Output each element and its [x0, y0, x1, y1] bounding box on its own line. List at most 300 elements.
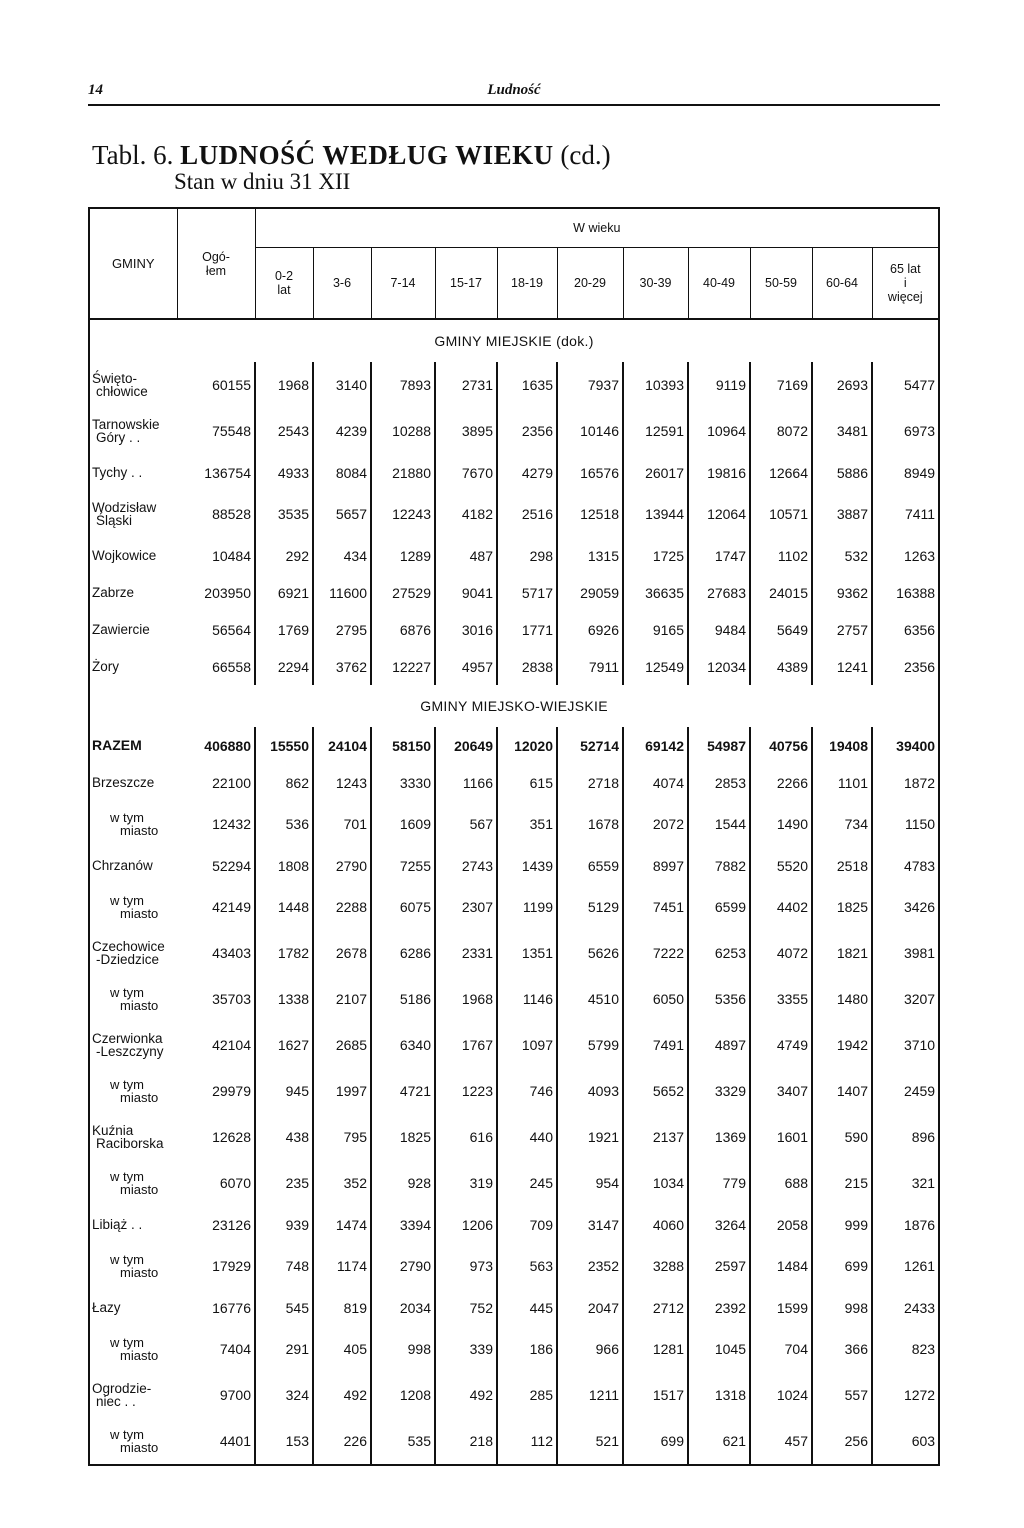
- value-age-group: 215: [812, 1160, 872, 1206]
- table-row: [89, 976, 939, 1022]
- gmina-name: [89, 611, 177, 648]
- gmina-name: [89, 537, 177, 574]
- section-heading-miejsko-wiejskie: GMINY MIEJSKO-WIEJSKIE: [89, 685, 939, 727]
- value-age-group: 709: [497, 1206, 557, 1243]
- value-age-group: 2331: [435, 930, 497, 976]
- value-age-group: 7451: [623, 884, 688, 930]
- value-age-group: 5186: [371, 976, 435, 1022]
- gmina-name: [89, 1326, 177, 1372]
- value-age-group: 1747: [688, 537, 750, 574]
- value-age-group: 5799: [557, 1022, 623, 1068]
- value-total: 66558: [177, 648, 255, 685]
- value-age-group: 1223: [435, 1068, 497, 1114]
- gmina-name-line2: miasto: [120, 1090, 159, 1105]
- value-age-group: 704: [750, 1326, 812, 1372]
- value-age-group: 2459: [872, 1068, 939, 1114]
- header-age-0-2: [255, 248, 313, 320]
- table-row: [89, 1372, 939, 1418]
- population-by-age-table: [88, 207, 940, 1466]
- value-age-group: 2288: [313, 884, 371, 930]
- header-age-18-19: 18-19: [497, 248, 557, 320]
- gmina-name: [89, 454, 177, 491]
- value-age-group: 1318: [688, 1372, 750, 1418]
- value-age-group: 536: [255, 801, 313, 847]
- value-age-group: 1351: [497, 930, 557, 976]
- value-age-group: 779: [688, 1160, 750, 1206]
- table-row: [89, 1206, 939, 1243]
- gmina-name-line1: Czerwionka: [92, 1031, 163, 1046]
- gmina-name-line1: w tym: [110, 1335, 144, 1350]
- gmina-name-line1: Czechowice: [92, 939, 165, 954]
- gmina-name-line2: Śląski: [96, 513, 133, 528]
- value-age-group: 4060: [623, 1206, 688, 1243]
- value-age-group: 2356: [872, 648, 939, 685]
- table-number: Tabl. 6.: [92, 140, 174, 170]
- value-age-group: 1439: [497, 847, 557, 884]
- header-age-60-64: 60-64: [812, 248, 872, 320]
- value-age-group: 699: [623, 1418, 688, 1465]
- value-age-group: 1150: [872, 801, 939, 847]
- value-age-group: 2266: [750, 764, 812, 801]
- section-heading-miejskie-suffix: (dok.): [556, 333, 594, 349]
- value-age-group: 1166: [435, 764, 497, 801]
- gmina-name: [89, 1068, 177, 1114]
- header-ogolem: [177, 208, 255, 319]
- gmina-name-line1: w tym: [110, 893, 144, 908]
- gmina-name-line2: miasto: [120, 1440, 159, 1455]
- value-age-group: 2352: [557, 1243, 623, 1289]
- value-age-group: 3710: [872, 1022, 939, 1068]
- value-age-group: 321: [872, 1160, 939, 1206]
- value-age-group: 616: [435, 1114, 497, 1160]
- value-age-group: 1968: [435, 976, 497, 1022]
- value-age-group: 4074: [623, 764, 688, 801]
- value-age-group: 5356: [688, 976, 750, 1022]
- value-age-group: 445: [497, 1289, 557, 1326]
- gmina-name-line2: miasto: [120, 823, 159, 838]
- value-age-group: 6921: [255, 574, 313, 611]
- value-age-group: 1206: [435, 1206, 497, 1243]
- section-heading-miejskie-label: GMINY MIEJSKIE: [434, 333, 552, 349]
- value-age-group: 2072: [623, 801, 688, 847]
- value-age-group: 1034: [623, 1160, 688, 1206]
- value-age-group: 928: [371, 1160, 435, 1206]
- value-age-group: 3147: [557, 1206, 623, 1243]
- value-age-group: 1199: [497, 884, 557, 930]
- table-row: [89, 454, 939, 491]
- value-age-group: 3895: [435, 408, 497, 454]
- value-age-group: 4510: [557, 976, 623, 1022]
- value-age-group: 2137: [623, 1114, 688, 1160]
- value-age-group: 6050: [623, 976, 688, 1022]
- value-age-group: 319: [435, 1160, 497, 1206]
- value-age-group: 1484: [750, 1243, 812, 1289]
- value-age-group: 7882: [688, 847, 750, 884]
- gmina-name-line1: w tym: [110, 1427, 144, 1442]
- value-age-group: 3355: [750, 976, 812, 1022]
- value-age-group: 3981: [872, 930, 939, 976]
- table-row: [89, 1326, 939, 1372]
- value-age-group: 27529: [371, 574, 435, 611]
- value-age-group: 8084: [313, 454, 371, 491]
- gmina-name-line1: Łazy: [92, 1300, 121, 1315]
- value-age-group: 3407: [750, 1068, 812, 1114]
- value-age-group: 1448: [255, 884, 313, 930]
- value-age-group: 12243: [371, 491, 435, 537]
- value-age-group: 285: [497, 1372, 557, 1418]
- value-age-group: 5649: [750, 611, 812, 648]
- value-age-group: 701: [313, 801, 371, 847]
- value-age-group: 7911: [557, 648, 623, 685]
- value-age-group: 1045: [688, 1326, 750, 1372]
- value-age-group: 9165: [623, 611, 688, 648]
- table-row: [89, 1418, 939, 1465]
- value-age-group: 2712: [623, 1289, 688, 1326]
- gmina-name-line2: miasto: [120, 998, 159, 1013]
- value-age-group: 2107: [313, 976, 371, 1022]
- value-age-group: 298: [497, 537, 557, 574]
- value-age-group: 7222: [623, 930, 688, 976]
- value-age-group: 52714: [557, 727, 623, 764]
- value-age-group: 13944: [623, 491, 688, 537]
- value-age-group: 545: [255, 1289, 313, 1326]
- value-age-group: 1725: [623, 537, 688, 574]
- header-age-0-2-line2: lat: [277, 283, 291, 297]
- table-row: [89, 847, 939, 884]
- value-total: 6070: [177, 1160, 255, 1206]
- gmina-name-line1: w tym: [110, 985, 144, 1000]
- value-age-group: 4897: [688, 1022, 750, 1068]
- gmina-name: [89, 648, 177, 685]
- value-age-group: 4402: [750, 884, 812, 930]
- gmina-name-line1: Tarnowskie: [92, 417, 160, 432]
- value-age-group: 1609: [371, 801, 435, 847]
- value-age-group: 1338: [255, 976, 313, 1022]
- value-age-group: 1876: [872, 1206, 939, 1243]
- value-age-group: 4072: [750, 930, 812, 976]
- value-age-group: 69142: [623, 727, 688, 764]
- value-age-group: 27683: [688, 574, 750, 611]
- table-row: [89, 1289, 939, 1326]
- value-age-group: 3762: [313, 648, 371, 685]
- gmina-name-line1: Tychy . .: [92, 465, 143, 480]
- value-age-group: 1261: [872, 1243, 939, 1289]
- table-title: [92, 140, 611, 195]
- value-age-group: 9484: [688, 611, 750, 648]
- table-row: [89, 408, 939, 454]
- value-age-group: 438: [255, 1114, 313, 1160]
- value-total: 42149: [177, 884, 255, 930]
- value-age-group: 998: [812, 1289, 872, 1326]
- value-age-group: 6599: [688, 884, 750, 930]
- value-age-group: 15550: [255, 727, 313, 764]
- value-total: 35703: [177, 976, 255, 1022]
- gmina-name: [89, 574, 177, 611]
- value-age-group: 1024: [750, 1372, 812, 1418]
- value-age-group: 862: [255, 764, 313, 801]
- value-age-group: 440: [497, 1114, 557, 1160]
- table-row: [89, 537, 939, 574]
- value-age-group: 2838: [497, 648, 557, 685]
- value-total: 22100: [177, 764, 255, 801]
- value-age-group: 12549: [623, 648, 688, 685]
- value-age-group: 11600: [313, 574, 371, 611]
- gmina-name-line1: Żory: [92, 659, 119, 674]
- value-age-group: 291: [255, 1326, 313, 1372]
- value-age-group: 748: [255, 1243, 313, 1289]
- value-age-group: 4749: [750, 1022, 812, 1068]
- value-total: 203950: [177, 574, 255, 611]
- value-age-group: 1369: [688, 1114, 750, 1160]
- value-age-group: 58150: [371, 727, 435, 764]
- value-age-group: 1821: [812, 930, 872, 976]
- header-age-65-line3: więcej: [887, 290, 923, 304]
- value-age-group: 112: [497, 1418, 557, 1465]
- value-age-group: 1635: [497, 362, 557, 408]
- header-age-40-49: 40-49: [688, 248, 750, 320]
- value-age-group: 6559: [557, 847, 623, 884]
- value-age-group: 1599: [750, 1289, 812, 1326]
- value-age-group: 939: [255, 1206, 313, 1243]
- value-age-group: 5717: [497, 574, 557, 611]
- value-age-group: 2743: [435, 847, 497, 884]
- value-age-group: 26017: [623, 454, 688, 491]
- header-age-65-line1: 65 lat: [890, 262, 921, 276]
- value-age-group: 1315: [557, 537, 623, 574]
- gmina-name: [89, 884, 177, 930]
- value-age-group: 603: [872, 1418, 939, 1465]
- value-age-group: 20649: [435, 727, 497, 764]
- header-age-30-39: 30-39: [623, 248, 688, 320]
- value-total: 43403: [177, 930, 255, 976]
- value-age-group: 557: [812, 1372, 872, 1418]
- value-age-group: 245: [497, 1160, 557, 1206]
- value-age-group: 487: [435, 537, 497, 574]
- value-age-group: 1601: [750, 1114, 812, 1160]
- value-age-group: 21880: [371, 454, 435, 491]
- gmina-name-line1: Kuźnia: [92, 1123, 134, 1138]
- value-age-group: 590: [812, 1114, 872, 1160]
- header-age-65-plus: [872, 248, 939, 320]
- value-age-group: 5657: [313, 491, 371, 537]
- header-age-65-line2: i: [903, 276, 907, 290]
- value-age-group: 366: [812, 1326, 872, 1372]
- value-total: 9700: [177, 1372, 255, 1418]
- value-age-group: 12064: [688, 491, 750, 537]
- value-age-group: 1243: [313, 764, 371, 801]
- value-age-group: 945: [255, 1068, 313, 1114]
- value-age-group: 1942: [812, 1022, 872, 1068]
- value-age-group: 1407: [812, 1068, 872, 1114]
- gmina-name-line2: Góry . .: [96, 430, 141, 445]
- gmina-name: [89, 362, 177, 408]
- table-row: [89, 1022, 939, 1068]
- gmina-name-line1: w tym: [110, 1252, 144, 1267]
- value-age-group: 8997: [623, 847, 688, 884]
- gmina-name-line1: w tym: [110, 810, 144, 825]
- value-age-group: 8949: [872, 454, 939, 491]
- value-age-group: 699: [812, 1243, 872, 1289]
- value-age-group: 226: [313, 1418, 371, 1465]
- value-age-group: 795: [313, 1114, 371, 1160]
- value-age-group: 2597: [688, 1243, 750, 1289]
- value-total: 52294: [177, 847, 255, 884]
- value-age-group: 6356: [872, 611, 939, 648]
- value-age-group: 621: [688, 1418, 750, 1465]
- value-age-group: 1272: [872, 1372, 939, 1418]
- header-ogolem-line1: Ogó-: [202, 249, 230, 264]
- value-age-group: 1517: [623, 1372, 688, 1418]
- value-age-group: 2718: [557, 764, 623, 801]
- value-age-group: 10146: [557, 408, 623, 454]
- value-total: 17929: [177, 1243, 255, 1289]
- value-age-group: 1678: [557, 801, 623, 847]
- gmina-name: [89, 764, 177, 801]
- gmina-name: [89, 1160, 177, 1206]
- value-age-group: 2034: [371, 1289, 435, 1326]
- value-age-group: 896: [872, 1114, 939, 1160]
- value-age-group: 2790: [313, 847, 371, 884]
- table-row: [89, 491, 939, 537]
- value-age-group: 973: [435, 1243, 497, 1289]
- header-age-20-29: 20-29: [557, 248, 623, 320]
- gmina-name-line1: w tym: [110, 1077, 144, 1092]
- value-age-group: 36635: [623, 574, 688, 611]
- value-age-group: 16388: [872, 574, 939, 611]
- value-age-group: 492: [313, 1372, 371, 1418]
- value-total: 4401: [177, 1418, 255, 1465]
- value-age-group: 1490: [750, 801, 812, 847]
- value-age-group: 1480: [812, 976, 872, 1022]
- table-row: [89, 1243, 939, 1289]
- value-age-group: 1767: [435, 1022, 497, 1068]
- gmina-name: [89, 1243, 177, 1289]
- value-age-group: 532: [812, 537, 872, 574]
- value-age-group: 734: [812, 801, 872, 847]
- value-total: 56564: [177, 611, 255, 648]
- value-age-group: 4957: [435, 648, 497, 685]
- value-age-group: 7169: [750, 362, 812, 408]
- gmina-name-line2: Raciborska: [96, 1136, 164, 1151]
- value-age-group: 10964: [688, 408, 750, 454]
- gmina-name-line1: Zawiercie: [92, 622, 150, 637]
- gmina-name-line2: niec . .: [96, 1394, 136, 1409]
- value-age-group: 746: [497, 1068, 557, 1114]
- value-age-group: 567: [435, 801, 497, 847]
- value-total: 10484: [177, 537, 255, 574]
- gmina-name: [89, 1418, 177, 1465]
- value-age-group: 7491: [623, 1022, 688, 1068]
- value-age-group: 54987: [688, 727, 750, 764]
- value-age-group: 3207: [872, 976, 939, 1022]
- header-age-15-17: 15-17: [435, 248, 497, 320]
- value-age-group: 218: [435, 1418, 497, 1465]
- page-header: [88, 80, 940, 106]
- value-age-group: 24104: [313, 727, 371, 764]
- value-age-group: 6340: [371, 1022, 435, 1068]
- value-age-group: 9119: [688, 362, 750, 408]
- value-age-group: 9041: [435, 574, 497, 611]
- value-age-group: 339: [435, 1326, 497, 1372]
- section-gminy-miejsko-wiejskie: [89, 685, 939, 1465]
- gmina-name-line1: Ogrodzie-: [92, 1381, 152, 1396]
- value-total: 60155: [177, 362, 255, 408]
- value-age-group: 5477: [872, 362, 939, 408]
- value-age-group: 457: [750, 1418, 812, 1465]
- gmina-name-line2: miasto: [120, 906, 159, 921]
- value-age-group: 235: [255, 1160, 313, 1206]
- gmina-name: [89, 491, 177, 537]
- value-age-group: 186: [497, 1326, 557, 1372]
- table-row: [89, 362, 939, 408]
- value-age-group: 10571: [750, 491, 812, 537]
- value-age-group: 7411: [872, 491, 939, 537]
- value-age-group: 3330: [371, 764, 435, 801]
- gmina-name-line1: Chrzanów: [92, 858, 153, 873]
- gmina-name-line1: w tym: [110, 1169, 144, 1184]
- value-age-group: 324: [255, 1372, 313, 1418]
- value-age-group: 3264: [688, 1206, 750, 1243]
- value-age-group: 12591: [623, 408, 688, 454]
- value-age-group: 405: [313, 1326, 371, 1372]
- value-total: 136754: [177, 454, 255, 491]
- table-row-total: [89, 727, 939, 764]
- gmina-name-line1: Zabrze: [92, 585, 135, 600]
- gmina-name: [89, 976, 177, 1022]
- value-age-group: 3481: [812, 408, 872, 454]
- value-age-group: 4783: [872, 847, 939, 884]
- value-age-group: 4279: [497, 454, 557, 491]
- gmina-name: [89, 1022, 177, 1068]
- value-age-group: 3288: [623, 1243, 688, 1289]
- value-total: 29979: [177, 1068, 255, 1114]
- value-age-group: 292: [255, 537, 313, 574]
- gmina-name-line1: RAZEM: [92, 737, 142, 753]
- value-total: 88528: [177, 491, 255, 537]
- table-row: [89, 764, 939, 801]
- value-age-group: 2757: [812, 611, 872, 648]
- gmina-name: [89, 408, 177, 454]
- value-age-group: 7893: [371, 362, 435, 408]
- value-age-group: 535: [371, 1418, 435, 1465]
- value-age-group: 434: [313, 537, 371, 574]
- value-age-group: 1544: [688, 801, 750, 847]
- value-age-group: 351: [497, 801, 557, 847]
- value-age-group: 6286: [371, 930, 435, 976]
- value-age-group: 688: [750, 1160, 812, 1206]
- value-age-group: 1241: [812, 648, 872, 685]
- value-total: 12432: [177, 801, 255, 847]
- value-age-group: 5129: [557, 884, 623, 930]
- value-age-group: 12664: [750, 454, 812, 491]
- value-age-group: 6926: [557, 611, 623, 648]
- value-age-group: 1825: [812, 884, 872, 930]
- gmina-name: [89, 801, 177, 847]
- value-age-group: 954: [557, 1160, 623, 1206]
- header-age-50-59: 50-59: [750, 248, 812, 320]
- value-age-group: 999: [812, 1206, 872, 1243]
- value-age-group: 5520: [750, 847, 812, 884]
- value-age-group: 6876: [371, 611, 435, 648]
- gmina-name-line2: miasto: [120, 1348, 159, 1363]
- value-age-group: 7255: [371, 847, 435, 884]
- table-row: [89, 1160, 939, 1206]
- value-age-group: 2356: [497, 408, 557, 454]
- value-total: 406880: [177, 727, 255, 764]
- value-age-group: 1474: [313, 1206, 371, 1243]
- value-age-group: 2433: [872, 1289, 939, 1326]
- header-gminy: GMINY: [89, 208, 177, 319]
